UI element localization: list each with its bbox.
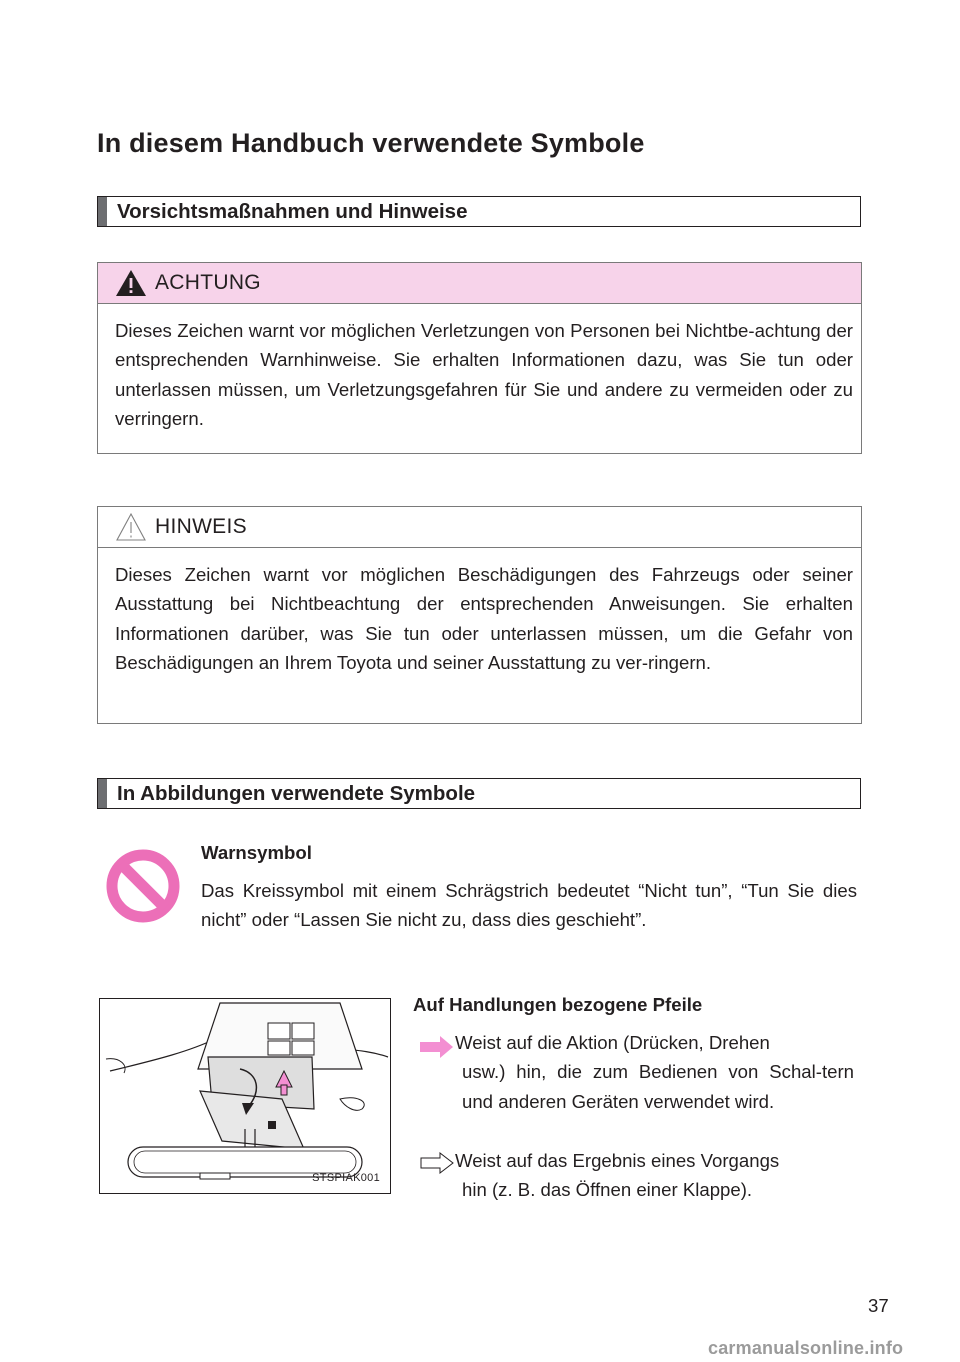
achtung-body: Dieses Zeichen warnt vor möglichen Verletzungen von Personen bei Nichtbe-achtung der entsprechenden Warnhinweise. Sie erhalten Informationen dazu, was Sie tun oder unterlassen müssen, um Verletzungsgefahren für Sie und andere zu vermeiden oder zu verringern. xyxy=(115,320,853,430)
section-heading-label: In Abbildungen verwendete Symbole xyxy=(117,781,476,805)
warning-triangle-filled-icon xyxy=(115,269,147,297)
achtung-box xyxy=(97,262,862,454)
section-heading-illustration-symbols xyxy=(97,778,861,809)
section-heading-label: Vorsichtsmaßnahmen und Hinweise xyxy=(117,199,468,223)
illustration-caption: STSPIAK001 xyxy=(312,1172,380,1184)
warning-symbol-text: Das Kreissymbol mit einem Schrägstrich bedeutet “Nicht tun”, “Tun Sie dies nicht” oder “Lassen Sie nicht zu, dass dies geschieht”. xyxy=(201,880,857,931)
hinweis-body: Dieses Zeichen warnt vor möglichen Beschädigungen des Fahrzeugs oder seiner Ausstattung bei Nichtbeachtung der entsprechenden Anweisungen. Sie erhalten Informationen darüber, was Sie tun oder unterlassen müssen, um die Gefahr von Beschädigungen an Ihrem Toyota und seiner Ausstattung zu ver-ringern. xyxy=(115,564,853,674)
site-watermark: carmanualsonline.info xyxy=(708,1338,904,1358)
prohibition-icon xyxy=(103,846,183,926)
action-arrow-item xyxy=(422,1028,854,1116)
warning-symbol-title: Warnsymbol xyxy=(201,842,312,863)
hinweis-heading: HINWEIS xyxy=(155,515,247,538)
page-title: In diesem Handbuch verwendete Symbole xyxy=(97,128,645,158)
page-number: 37 xyxy=(868,1295,889,1316)
section-heading-precautions xyxy=(97,196,861,227)
result-arrow-item xyxy=(422,1146,854,1205)
hinweis-header xyxy=(98,507,861,548)
warning-triangle-outline-icon xyxy=(115,512,147,542)
overhead-console-drawing xyxy=(100,999,390,1193)
action-arrows-title: Auf Handlungen bezogene Pfeile xyxy=(413,994,703,1015)
overhead-console-illustration xyxy=(99,998,391,1194)
action-arrow-first-line: Weist auf die Aktion (Drücken, Drehen xyxy=(455,1032,770,1053)
section-marker xyxy=(98,197,107,226)
result-arrow-rest: hin (z. B. das Öffnen einer Klappe). xyxy=(462,1179,753,1201)
action-arrow-rest: usw.) hin, die zum Bedienen von Schal-tern und anderen Geräten verwendet wird. xyxy=(462,1061,854,1112)
result-arrow-first-line: Weist auf das Ergebnis eines Vorgangs xyxy=(455,1150,780,1171)
section-marker xyxy=(98,779,107,808)
hinweis-box xyxy=(97,506,862,724)
achtung-header xyxy=(98,263,861,304)
achtung-heading: ACHTUNG xyxy=(155,271,261,294)
